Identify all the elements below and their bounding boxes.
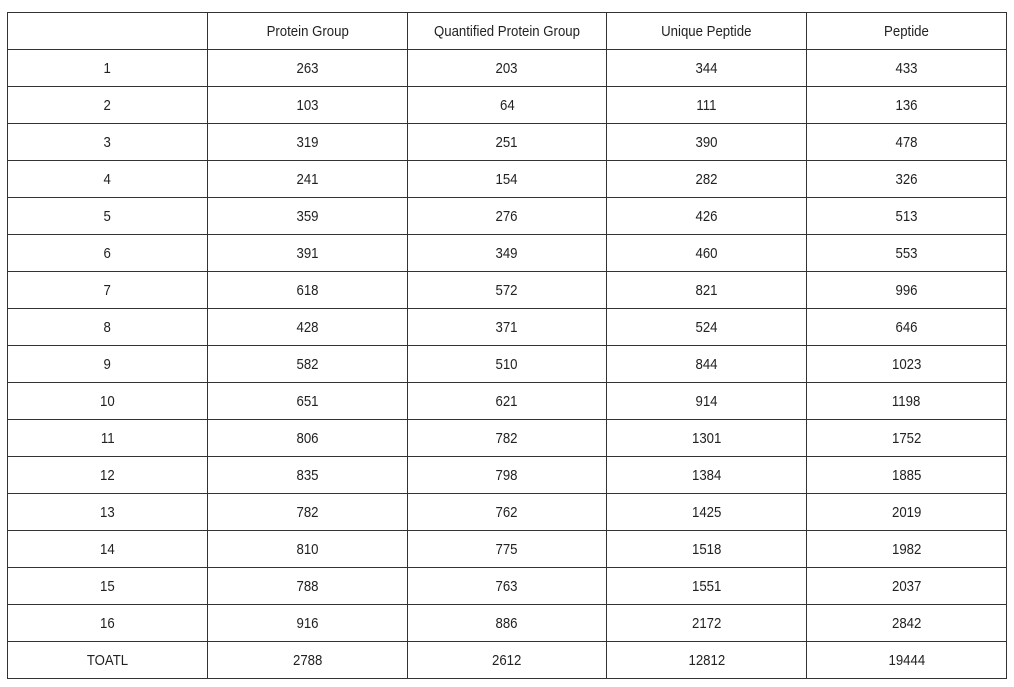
cell-value: 886 (495, 614, 519, 632)
table-cell-protein-group (208, 309, 408, 346)
table-cell-peptide (807, 235, 1007, 272)
cell-value: 782 (495, 429, 519, 447)
cell-value: 6 (103, 244, 112, 262)
table-cell-quantified-protein-group (408, 124, 607, 161)
cell-value: 582 (296, 355, 319, 373)
cell-value: 9 (103, 355, 112, 373)
table-cell-unique-peptide (607, 309, 807, 346)
table-cell-unique-peptide (607, 124, 807, 161)
table-cell-quantified-protein-group (408, 50, 607, 87)
table-cell-peptide (807, 50, 1007, 87)
table-cell-unique-peptide (607, 87, 807, 124)
table-cell-quantified-protein-group (408, 420, 607, 457)
cell-value: 844 (695, 355, 718, 373)
cell-value: 916 (296, 614, 319, 632)
table-cell-protein-group (208, 272, 408, 309)
table-cell-protein-group (208, 494, 408, 531)
cell-value: 4 (103, 170, 112, 188)
cell-value: 326 (895, 170, 918, 188)
table-cell-unique-peptide (607, 494, 807, 531)
cell-value: 524 (695, 318, 718, 336)
cell-value: 775 (495, 540, 519, 558)
table-cell-quantified-protein-group (408, 494, 607, 531)
table-cell-protein-group (208, 124, 408, 161)
cell-value: 788 (296, 577, 319, 595)
data-table (7, 12, 1007, 679)
cell-value: 996 (895, 281, 918, 299)
cell-value: 8 (103, 318, 112, 336)
table-row (8, 420, 1007, 457)
table-cell-sample (8, 420, 208, 457)
cell-value: 319 (296, 133, 319, 151)
table-row (8, 568, 1007, 605)
table-cell-quantified-protein-group (408, 272, 607, 309)
cell-value: 782 (296, 503, 319, 521)
cell-value: 391 (296, 244, 319, 262)
table-cell-peptide (807, 420, 1007, 457)
table-cell-sample (8, 568, 208, 605)
cell-value: 1384 (691, 466, 722, 484)
cell-value: 821 (695, 281, 718, 299)
cell-value: 19444 (888, 651, 925, 669)
cell-value: 111 (696, 96, 717, 114)
cell-value: 763 (495, 577, 519, 595)
table-cell-peptide (807, 87, 1007, 124)
table-cell-unique-peptide (607, 198, 807, 235)
table-cell-sample (8, 198, 208, 235)
header-cell-quantified-protein-group (408, 13, 607, 50)
table-cell-peptide (807, 494, 1007, 531)
table-cell-sample (8, 309, 208, 346)
table-cell-protein-group (208, 235, 408, 272)
table-cell-protein-group (208, 198, 408, 235)
table-row (8, 642, 1007, 679)
table-cell-quantified-protein-group (408, 383, 607, 420)
table-cell-unique-peptide (607, 161, 807, 198)
table-cell-protein-group (208, 642, 408, 679)
table-cell-quantified-protein-group (408, 161, 607, 198)
cell-value: 2172 (691, 614, 722, 632)
table-cell-sample (8, 383, 208, 420)
cell-value: 2842 (891, 614, 922, 632)
table-cell-quantified-protein-group (408, 642, 607, 679)
cell-value: 646 (895, 318, 918, 336)
cell-value: 428 (296, 318, 319, 336)
table-cell-quantified-protein-group (408, 457, 607, 494)
table-cell-quantified-protein-group (408, 198, 607, 235)
cell-value: 10 (100, 392, 115, 410)
cell-value: 510 (495, 355, 519, 373)
table-cell-sample (8, 235, 208, 272)
cell-value: 914 (695, 392, 718, 410)
table-cell-peptide (807, 161, 1007, 198)
table-cell-quantified-protein-group (408, 87, 607, 124)
cell-value: 282 (695, 170, 718, 188)
cell-value: 11 (100, 429, 115, 447)
cell-value: 16 (100, 614, 115, 632)
table-cell-protein-group (208, 50, 408, 87)
cell-value: 2019 (891, 503, 922, 521)
cell-value: 349 (495, 244, 519, 262)
cell-value: 390 (695, 133, 718, 151)
table-cell-peptide (807, 309, 1007, 346)
table-row (8, 87, 1007, 124)
cell-value: 1518 (691, 540, 722, 558)
cell-value: 1551 (691, 577, 722, 595)
table-row (8, 50, 1007, 87)
header-row (8, 13, 1007, 50)
cell-value: 241 (296, 170, 319, 188)
cell-value: 251 (495, 133, 519, 151)
cell-value: 2 (103, 96, 112, 114)
table-cell-quantified-protein-group (408, 605, 607, 642)
cell-value: 1752 (891, 429, 922, 447)
cell-value: 810 (296, 540, 319, 558)
table-cell-peptide (807, 642, 1007, 679)
cell-value: 478 (895, 133, 918, 151)
cell-value: 806 (296, 429, 319, 447)
cell-value: 359 (296, 207, 319, 225)
table-row (8, 235, 1007, 272)
header-label-peptide: Peptide (884, 22, 929, 40)
cell-value: 263 (296, 59, 319, 77)
table-cell-sample (8, 642, 208, 679)
cell-value: 371 (495, 318, 519, 336)
cell-value: 2037 (891, 577, 922, 595)
table-cell-protein-group (208, 457, 408, 494)
table-row (8, 272, 1007, 309)
table-cell-unique-peptide (607, 346, 807, 383)
table-cell-unique-peptide (607, 642, 807, 679)
cell-value: 64 (499, 96, 515, 114)
cell-value: 3 (103, 133, 112, 151)
table-row (8, 605, 1007, 642)
cell-value: 1425 (691, 503, 722, 521)
table-cell-unique-peptide (607, 457, 807, 494)
cell-value: 276 (495, 207, 519, 225)
table-cell-sample (8, 124, 208, 161)
table-cell-quantified-protein-group (408, 346, 607, 383)
table-row (8, 383, 1007, 420)
cell-value: 2788 (292, 651, 323, 669)
cell-value: 1 (103, 59, 112, 77)
table-cell-quantified-protein-group (408, 531, 607, 568)
cell-value: 2612 (492, 651, 522, 669)
table-cell-sample (8, 346, 208, 383)
table-cell-peptide (807, 124, 1007, 161)
table-cell-unique-peptide (607, 605, 807, 642)
table-cell-sample (8, 531, 208, 568)
table-cell-unique-peptide (607, 568, 807, 605)
table-cell-protein-group (208, 161, 408, 198)
cell-value: 1023 (891, 355, 922, 373)
table-row (8, 198, 1007, 235)
cell-value: 1301 (691, 429, 722, 447)
table-cell-peptide (807, 605, 1007, 642)
cell-value: 5 (103, 207, 112, 225)
table-cell-unique-peptide (607, 272, 807, 309)
header-cell-peptide (807, 13, 1007, 50)
table-cell-peptide (807, 383, 1007, 420)
cell-value: TOATL (86, 651, 129, 669)
table-row (8, 124, 1007, 161)
table-cell-sample (8, 87, 208, 124)
table-cell-sample (8, 457, 208, 494)
cell-value: 154 (495, 170, 519, 188)
cell-value: 621 (495, 392, 519, 410)
cell-value: 14 (100, 540, 115, 558)
cell-value: 203 (495, 59, 519, 77)
table-row (8, 346, 1007, 383)
cell-value: 798 (495, 466, 519, 484)
table-cell-unique-peptide (607, 235, 807, 272)
table-cell-protein-group (208, 346, 408, 383)
cell-value: 136 (895, 96, 918, 114)
table-cell-protein-group (208, 531, 408, 568)
cell-value: 835 (296, 466, 319, 484)
table-cell-peptide (807, 457, 1007, 494)
table-cell-protein-group (208, 568, 408, 605)
cell-value: 572 (495, 281, 519, 299)
table-row (8, 309, 1007, 346)
table-cell-quantified-protein-group (408, 235, 607, 272)
cell-value: 553 (895, 244, 918, 262)
cell-value: 433 (895, 59, 918, 77)
header-label-quantified-protein-group: Quantified Protein Group (433, 22, 581, 40)
table-cell-peptide (807, 272, 1007, 309)
cell-value: 7 (103, 281, 112, 299)
cell-value: 103 (296, 96, 319, 114)
cell-value: 513 (895, 207, 918, 225)
table-row (8, 494, 1007, 531)
cell-value: 1982 (891, 540, 922, 558)
table-body (8, 50, 1007, 679)
table-cell-sample (8, 161, 208, 198)
cell-value: 618 (296, 281, 319, 299)
cell-value: 460 (695, 244, 718, 262)
cell-value: 15 (100, 577, 115, 595)
table-cell-sample (8, 494, 208, 531)
cell-value: 12812 (688, 651, 725, 669)
table-cell-sample (8, 605, 208, 642)
table-cell-protein-group (208, 420, 408, 457)
header-label-unique-peptide: Unique Peptide (661, 22, 752, 40)
table-cell-quantified-protein-group (408, 568, 607, 605)
table-cell-unique-peptide (607, 420, 807, 457)
table-cell-peptide (807, 346, 1007, 383)
table-cell-sample (8, 50, 208, 87)
header-cell-protein-group (208, 13, 408, 50)
cell-value: 651 (296, 392, 319, 410)
table-cell-unique-peptide (607, 383, 807, 420)
table-cell-unique-peptide (607, 531, 807, 568)
table-cell-peptide (807, 198, 1007, 235)
table-cell-quantified-protein-group (408, 309, 607, 346)
table-row (8, 161, 1007, 198)
table-cell-peptide (807, 568, 1007, 605)
table-cell-sample (8, 272, 208, 309)
table-row (8, 531, 1007, 568)
table-cell-protein-group (208, 87, 408, 124)
table-cell-protein-group (208, 383, 408, 420)
cell-value: 12 (100, 466, 115, 484)
table-cell-peptide (807, 531, 1007, 568)
cell-value: 426 (695, 207, 718, 225)
table-row (8, 457, 1007, 494)
table-cell-unique-peptide (607, 50, 807, 87)
table-cell-protein-group (208, 605, 408, 642)
cell-value: 762 (495, 503, 519, 521)
cell-value: 13 (100, 503, 115, 521)
cell-value: 1198 (892, 392, 921, 410)
header-label-protein-group: Protein Group (266, 22, 349, 40)
header-cell-sample (8, 13, 208, 50)
cell-value: 344 (695, 59, 718, 77)
header-cell-unique-peptide (607, 13, 807, 50)
cell-value: 1885 (891, 466, 922, 484)
